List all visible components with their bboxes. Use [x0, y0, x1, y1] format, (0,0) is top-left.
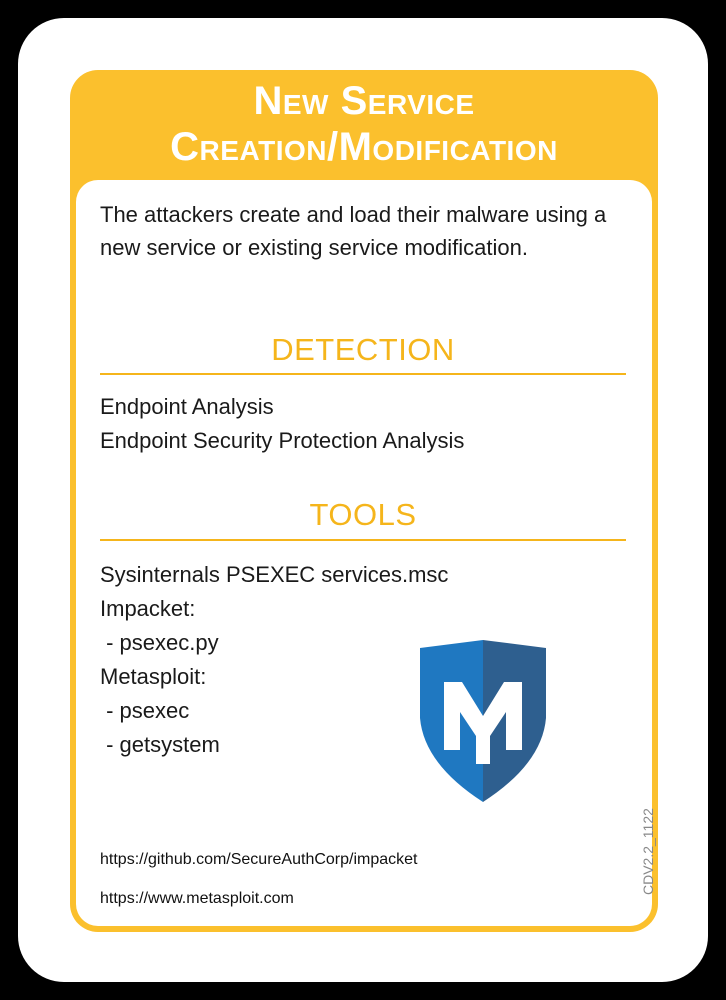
tools-list: [100, 558, 448, 762]
detection-divider: [100, 373, 626, 375]
description: The attackers create and load their malware using a new service or existing service modification.: [100, 202, 607, 260]
tools-divider: [100, 539, 626, 541]
detection-list: [100, 390, 464, 458]
detection-item: Endpoint Security Protection Analysis: [100, 428, 465, 453]
tools-heading: TOOLS: [309, 497, 417, 532]
tool-item: - psexec.py: [100, 630, 219, 655]
title-line-1: New Service: [253, 79, 475, 123]
detection-heading: DETECTION: [271, 332, 455, 367]
tool-item: - getsystem: [100, 732, 220, 757]
tool-item: Sysinternals PSEXEC services.msc: [100, 562, 449, 587]
tool-item: Impacket:: [100, 596, 196, 621]
tool-item: - psexec: [100, 698, 190, 723]
tool-item: Metasploit:: [100, 664, 207, 689]
title-line-2: Creation/Modification: [170, 125, 558, 169]
card-title: [70, 78, 658, 170]
metasploit-shield-icon: [420, 640, 546, 802]
detection-item: Endpoint Analysis: [100, 394, 274, 419]
link-impacket[interactable]: https://github.com/SecureAuthCorp/impacket: [100, 851, 418, 868]
card-body: [76, 180, 652, 926]
link-metasploit[interactable]: https://www.metasploit.com: [100, 890, 294, 907]
version-label: CDV2.2_1122: [640, 808, 656, 895]
